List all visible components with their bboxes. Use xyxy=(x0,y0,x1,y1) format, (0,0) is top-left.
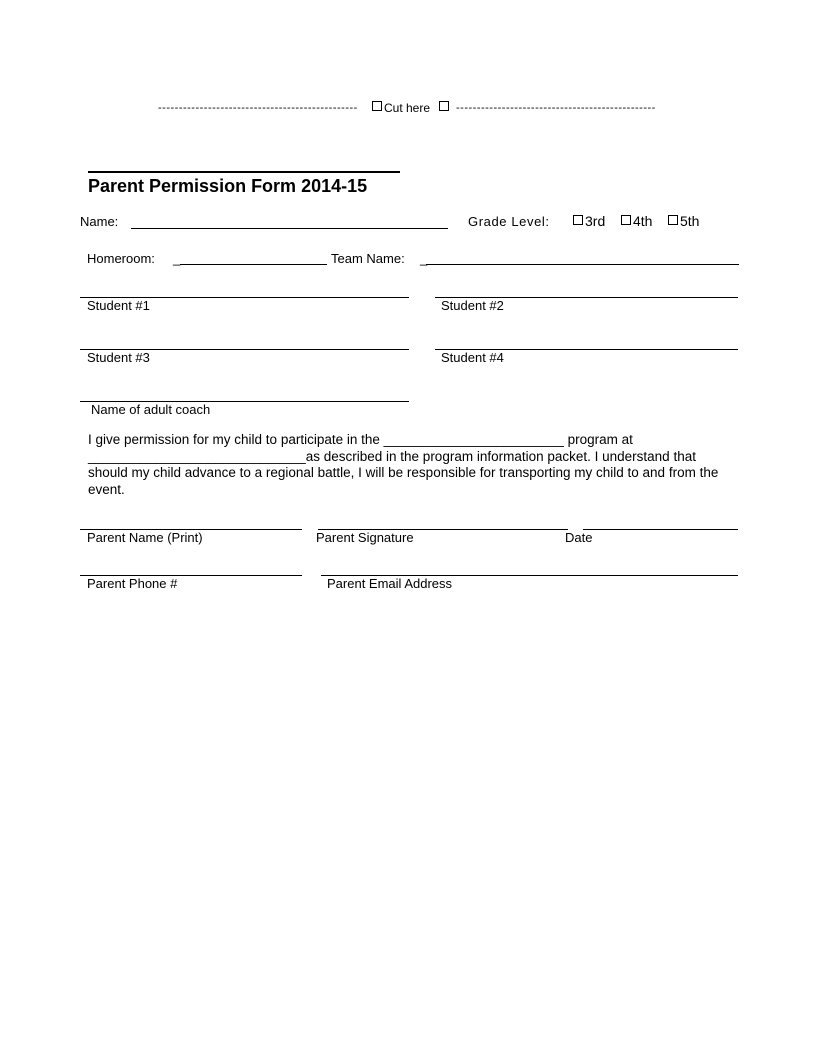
homeroom-label: Homeroom: xyxy=(87,251,155,266)
location-blank[interactable]: _____________________________ xyxy=(88,448,306,464)
permission-text-3: as described in the program information packet. I understand that should my child advance to a regional battle, I will be responsible for transporting my child to and from the event. xyxy=(88,448,719,497)
name-label: Name: xyxy=(80,214,119,229)
program-blank[interactable]: ________________________ xyxy=(383,432,564,447)
student-4-label: Student #4 xyxy=(441,350,504,365)
grade-option-label: 4th xyxy=(633,213,653,229)
grade-option-5th[interactable] xyxy=(668,213,699,229)
scissors-icon xyxy=(439,101,449,111)
student-2-label: Student #2 xyxy=(441,298,504,313)
student-3-label: Student #3 xyxy=(87,350,150,365)
grade-option-4th[interactable] xyxy=(621,213,652,229)
permission-text-1: I give permission for my child to participate in the xyxy=(88,432,384,447)
team-name-field[interactable] xyxy=(426,264,739,265)
cut-here-text: Cut here xyxy=(384,101,431,115)
cut-dashes-left: ------------------------------------------------ xyxy=(158,102,358,114)
checkbox-icon xyxy=(668,215,678,225)
parent-phone-label: Parent Phone # xyxy=(87,576,178,591)
checkbox-icon xyxy=(573,215,583,225)
scissors-icon xyxy=(372,101,382,111)
cut-dashes-right: ------------------------------------------------ xyxy=(456,102,656,114)
page-title: Parent Permission Form 2014-15 xyxy=(88,176,368,196)
name-field[interactable] xyxy=(131,228,448,229)
grade-level-label: Grade Level: xyxy=(468,214,550,229)
date-label: Date xyxy=(565,530,593,545)
coach-label: Name of adult coach xyxy=(91,402,211,417)
homeroom-field[interactable] xyxy=(180,264,327,265)
cut-here-label xyxy=(372,101,451,115)
grade-option-3rd[interactable] xyxy=(573,213,605,229)
permission-text-2: program at xyxy=(563,432,633,447)
permission-statement xyxy=(88,432,728,498)
team-name-underscore: _ xyxy=(420,251,428,266)
parent-name-label: Parent Name (Print) xyxy=(87,530,203,545)
title-rule xyxy=(88,171,400,173)
checkbox-icon xyxy=(621,215,631,225)
parent-signature-label: Parent Signature xyxy=(316,530,414,545)
grade-option-label: 3rd xyxy=(585,213,606,229)
student-1-label: Student #1 xyxy=(87,298,150,313)
team-name-label: Team Name: xyxy=(331,251,405,266)
homeroom-underscore: _ xyxy=(173,251,181,266)
parent-email-label: Parent Email Address xyxy=(327,576,453,591)
grade-option-label: 5th xyxy=(680,213,700,229)
date-field[interactable] xyxy=(583,529,738,530)
